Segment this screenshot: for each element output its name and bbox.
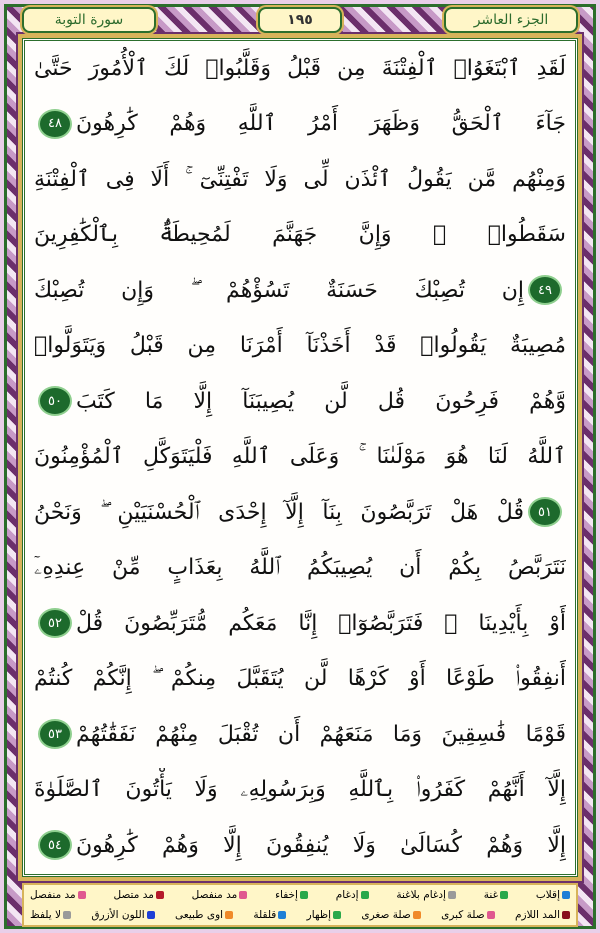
text-line	[34, 46, 566, 90]
color-swatch	[278, 911, 286, 919]
legend-item	[192, 889, 248, 901]
legend-item	[91, 909, 154, 921]
legend-label: إقلاب	[535, 889, 560, 901]
tajweed-legend	[22, 883, 578, 927]
color-swatch	[225, 911, 233, 919]
ayah-number-marker: ٥٠	[38, 386, 72, 416]
legend-label: إدغام بلاغنة	[396, 889, 446, 901]
legend-item	[307, 909, 341, 921]
legend-label: إخفاء	[275, 889, 298, 901]
legend-label: غنة	[483, 889, 499, 901]
legend-item	[484, 889, 508, 901]
text-line	[34, 435, 566, 479]
legend-item	[175, 909, 233, 921]
legend-label: اوى طبيعى	[175, 909, 224, 921]
legend-item	[275, 889, 308, 901]
text-line	[34, 823, 566, 867]
legend-label: قلقلة	[253, 909, 277, 921]
text-line	[34, 601, 566, 645]
legend-item	[30, 909, 71, 921]
page-number: ١٩٥	[258, 7, 342, 33]
legend-label: لا يلفظ	[30, 909, 62, 921]
legend-row	[30, 889, 570, 901]
ayah-number-marker: ٥١	[528, 497, 562, 527]
color-swatch	[487, 911, 495, 919]
legend-row	[30, 909, 570, 921]
legend-item	[396, 889, 456, 901]
ayah-number-marker: ٥٢	[38, 608, 72, 638]
line-text: ٱللَّهُ لَنَا هُوَ مَوْلَىٰنَا ۚ وَعَلَى ٱللَّهِ فَلْيَتَوَكَّلِ ٱلْمُؤْمِنُونَ	[34, 444, 566, 469]
quran-text	[34, 46, 566, 867]
line-text: قَوْمًا فَٰسِقِينَ وَمَا مَنَعَهُمْ أَن تُقْبَلَ مِنْهُمْ نَفَقَٰتُهُمْ	[76, 721, 566, 747]
text-line	[34, 157, 566, 201]
ayah-number-marker: ٥٤	[38, 830, 72, 860]
legend-label: إدغام	[335, 889, 359, 901]
legend-item	[361, 909, 420, 921]
text-line	[34, 268, 566, 312]
color-swatch	[562, 911, 570, 919]
juz-name: الجزء العاشر	[444, 7, 578, 33]
line-text: أَوْ بِأَيْدِينَا ۖ فَتَرَبَّصُوٓا۟ إِنَّا مَعَكُم مُّتَرَبِّصُونَ قُلْ	[76, 610, 566, 636]
line-text: وَمِنْهُم مَّن يَقُولُ ٱئْذَن لِّى وَلَا تَفْتِنِّىٓ ۚ أَلَا فِى ٱلْفِتْنَةِ	[34, 166, 566, 192]
line-text: إِن تُصِبْكَ حَسَنَةٌ تَسُؤْهُمْ ۖ وَإِن تُصِبْكَ	[34, 277, 524, 303]
text-line	[34, 324, 566, 368]
legend-label: مد متصل	[113, 889, 154, 901]
text-line	[34, 768, 566, 812]
legend-item	[114, 889, 164, 901]
text-line	[34, 213, 566, 257]
legend-item	[253, 909, 286, 921]
color-swatch	[147, 911, 155, 919]
color-swatch	[448, 891, 456, 899]
line-text: إِلَّآ أَنَّهُمْ كَفَرُوا۟ بِٱللَّهِ وَبِرَسُولِهِۦ وَلَا يَأْتُونَ ٱلصَّلَوٰةَ	[34, 777, 566, 802]
ayah-number-marker: ٥٣	[38, 719, 72, 749]
line-text: مُصِيبَةٌ يَقُولُوا۟ قَدْ أَخَذْنَآ أَمْرَنَا مِن قَبْلُ وَيَتَوَلَّوا۟	[34, 333, 566, 358]
line-text: أَنفِقُوا۟ طَوْعًا أَوْ كَرْهًا لَّن يُتَقَبَّلَ مِنكُمْ ۖ إِنَّكُمْ كُنتُمْ	[34, 666, 566, 691]
text-line	[34, 712, 566, 756]
color-swatch	[300, 891, 308, 899]
legend-item	[536, 889, 570, 901]
text-line	[34, 102, 566, 146]
text-line	[34, 490, 566, 534]
color-swatch	[361, 891, 369, 899]
line-text: سَقَطُوا۟ ۗ وَإِنَّ جَهَنَّمَ لَمُحِيطَةٌۢ بِٱلْكَٰفِرِينَ	[34, 222, 566, 247]
color-swatch	[239, 891, 247, 899]
line-text: قُلْ هَلْ تَرَبَّصُونَ بِنَآ إِلَّآ إِحْدَى ٱلْحُسْنَيَيْنِ ۖ وَنَحْنُ	[34, 499, 524, 525]
line-text: نَتَرَبَّصُ بِكُمْ أَن يُصِيبَكُمُ ٱللَّهُ بِعَذَابٍ مِّنْ عِندِهِۦٓ	[34, 555, 566, 580]
legend-label: مد منفصل	[191, 889, 238, 901]
color-swatch	[156, 891, 164, 899]
line-text: جَآءَ ٱلْحَقُّ وَظَهَرَ أَمْرُ ٱللَّهِ وَهُمْ كَٰرِهُونَ	[76, 111, 566, 136]
legend-label: صلة كبرى	[441, 909, 485, 921]
ayah-number-marker: ٤٩	[528, 275, 562, 305]
text-line	[34, 379, 566, 423]
legend-label: المد اللازم	[515, 909, 560, 921]
text-line	[34, 546, 566, 590]
color-swatch	[78, 891, 86, 899]
ayah-number-marker: ٤٨	[38, 109, 72, 139]
surah-name: سورة التوبة	[22, 7, 156, 33]
legend-label: مد منفصل	[30, 889, 76, 901]
legend-item	[441, 909, 495, 921]
legend-item	[30, 889, 86, 901]
color-swatch	[63, 911, 71, 919]
color-swatch	[500, 891, 508, 899]
legend-item	[336, 889, 369, 901]
legend-label: صلة صغرى	[361, 909, 411, 921]
legend-item	[515, 909, 570, 921]
line-text: لَقَدِ ٱبْتَغَوُا۟ ٱلْفِتْنَةَ مِن قَبْلُ وَقَلَّبُوا۟ لَكَ ٱلْأُمُورَ حَتَّىٰ	[34, 55, 566, 81]
line-text: إِلَّا وَهُمْ كُسَالَىٰ وَلَا يُنفِقُونَ إِلَّا وَهُمْ كَٰرِهُونَ	[76, 832, 566, 858]
text-line	[34, 657, 566, 701]
line-text: وَّهُمْ فَرِحُونَ قُل لَّن يُصِيبَنَآ إِلَّا مَا كَتَبَ	[76, 388, 566, 414]
page-header	[22, 4, 578, 36]
color-swatch	[562, 891, 570, 899]
legend-label: اللون الأزرق	[91, 909, 145, 921]
color-swatch	[413, 911, 421, 919]
color-swatch	[333, 911, 341, 919]
legend-label: إظهار	[306, 909, 332, 921]
